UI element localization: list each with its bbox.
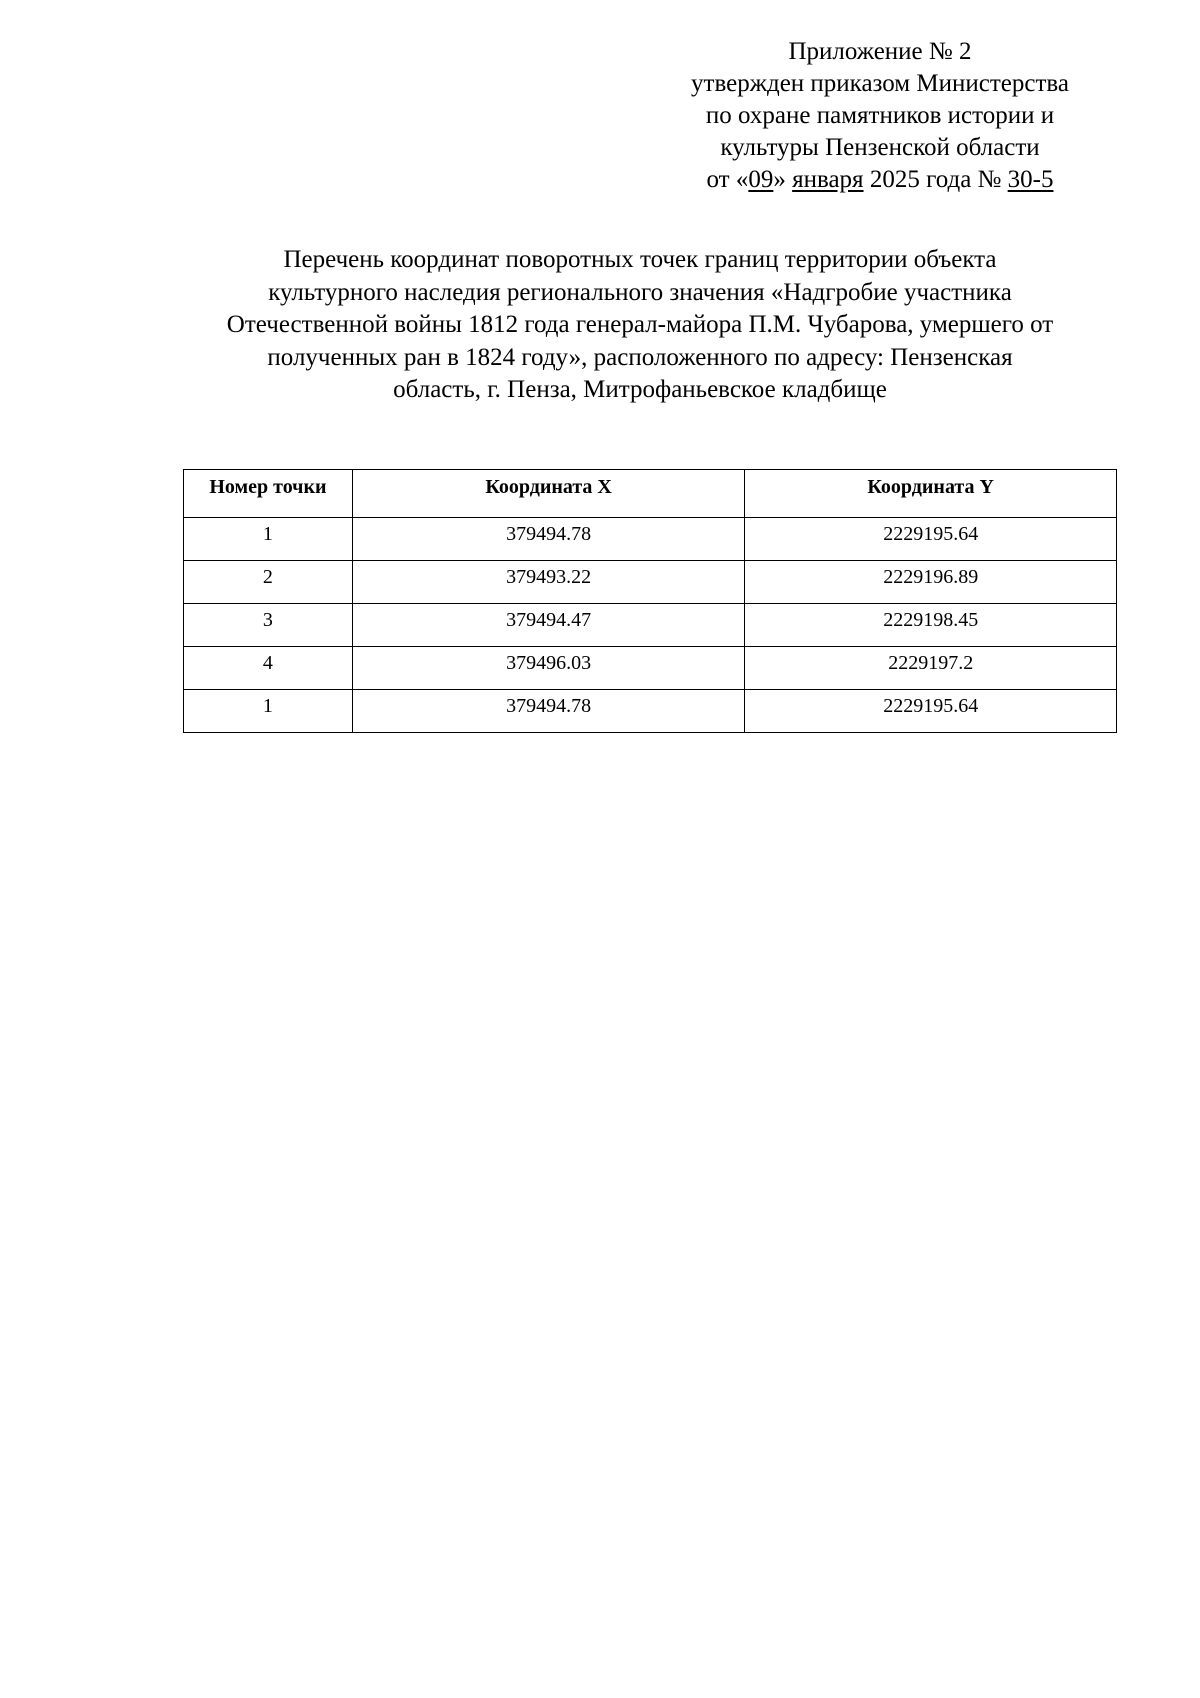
order-number: 30-5 — [1007, 166, 1054, 193]
cell-point-number: 1 — [184, 690, 353, 733]
cell-coordinate-x: 379494.78 — [352, 518, 745, 561]
table-row — [184, 561, 1117, 604]
cell-coordinate-x: 379496.03 — [352, 647, 745, 690]
cell-coordinate-x: 379493.22 — [352, 561, 745, 604]
date-day: 09 — [748, 166, 774, 193]
date-month: января — [792, 166, 864, 193]
title-line: полученных ран в 1824 году», расположенного по адресу: Пензенская — [267, 343, 1013, 371]
cell-coordinate-x: 379494.78 — [352, 690, 745, 733]
appendix-number: Приложение № 2 — [788, 38, 972, 65]
coordinates-table — [183, 469, 1117, 733]
appendix-date-line — [660, 164, 1100, 196]
title-line: культурного наследия регионального значения «Надгробие участника — [268, 278, 1012, 306]
table-row — [184, 518, 1117, 561]
date-separator: » — [773, 166, 793, 193]
cell-point-number: 1 — [184, 518, 353, 561]
header-coordinate-x: Координата X — [352, 470, 745, 518]
cell-coordinate-x: 379494.47 — [352, 604, 745, 647]
cell-coordinate-y: 2229197.2 — [745, 647, 1117, 690]
cell-coordinate-y: 2229195.64 — [745, 518, 1117, 561]
title-line: Отечественной войны 1812 года генерал-майора П.М. Чубарова, умершего от — [226, 311, 1054, 338]
header-point-number: Номер точки — [184, 470, 353, 518]
date-year-text: 2025 года № — [863, 166, 1008, 193]
cell-point-number: 4 — [184, 647, 353, 690]
title-line: область, г. Пенза, Митрофаньевское кладбище — [393, 376, 887, 403]
table-row — [184, 604, 1117, 647]
appendix-ministry-line: по охране памятников истории и — [705, 102, 1055, 129]
cell-point-number: 3 — [184, 604, 353, 647]
appendix-block — [660, 36, 1100, 196]
date-prefix: от « — [706, 166, 749, 193]
table-row — [184, 647, 1117, 690]
appendix-approved-line: утвержден приказом Министерства — [691, 70, 1069, 97]
table-row — [184, 690, 1117, 733]
cell-coordinate-y: 2229195.64 — [745, 690, 1117, 733]
document-title — [160, 244, 1120, 407]
cell-coordinate-y: 2229198.45 — [745, 604, 1117, 647]
appendix-region-line: культуры Пензенской области — [720, 134, 1040, 161]
table-header-row — [184, 470, 1117, 518]
cell-point-number: 2 — [184, 561, 353, 604]
header-coordinate-y: Координата Y — [745, 470, 1117, 518]
title-line: Перечень координат поворотных точек границ территории объекта — [283, 246, 997, 273]
cell-coordinate-y: 2229196.89 — [745, 561, 1117, 604]
